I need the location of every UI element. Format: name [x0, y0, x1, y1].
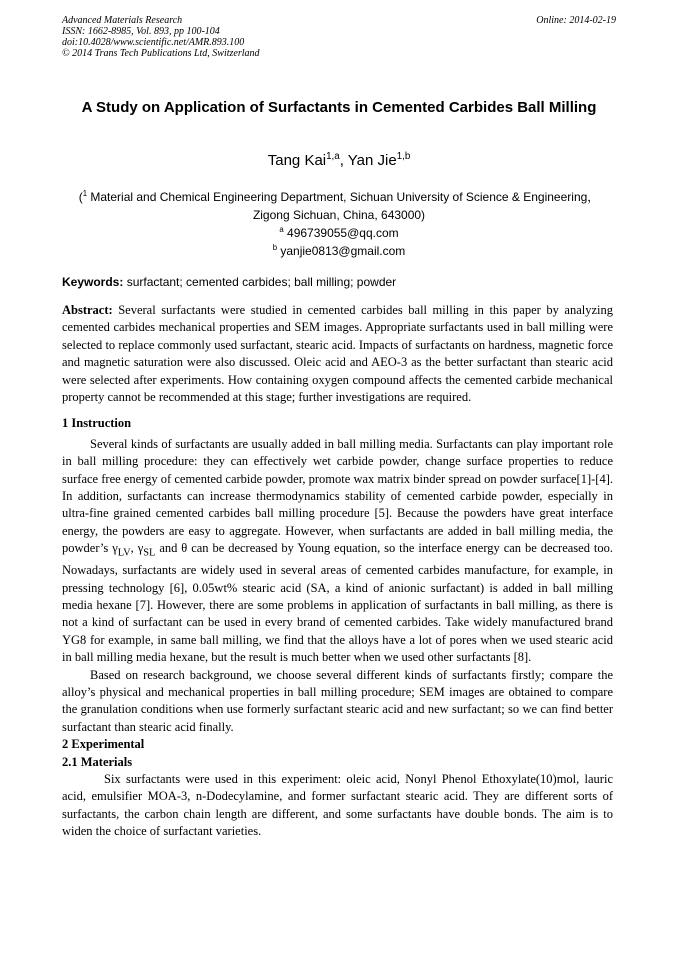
- paragraph-text: and θ can be decreased by Young equation, so the interface energy can be decreased too. Nowadays, surfactants are widely used in several areas of cemented carbides manufacture, for example, in pressing technology [6], 0.05wt% stearic acid (SA, a kind of anionic surfactant) is added in ball milling media hexane [7]. However, there are some problems in application of surfactants in ball milling, as there is not a kind of surfactant can be used in every brand of cemented carbides. Take widely manufactured brand YG8 for example, in same ball milling, we find that the alloys have a lot of pores when we used stearic acid in ball milling media hexane, but the result is much better when we used other surfactants [8].: [62, 541, 613, 665]
- author-superscript: 1,a: [326, 151, 340, 162]
- email-address: yanjie0813@gmail.com: [277, 244, 406, 258]
- author-separator: ,: [339, 152, 348, 169]
- copyright-line: © 2014 Trans Tech Publications Ltd, Switzerland: [62, 48, 260, 59]
- subscript: LV: [117, 547, 131, 559]
- abstract: [62, 302, 613, 406]
- body-paragraph: Six surfactants were used in this experiment: oleic acid, Nonyl Phenol Ethoxylate(10)mol, lauric acid, emulsifier MOA-3, n-Dodecylamine, and former surfactant stearic acid. They are different sorts of surfactants, the carbon chain length are different, and some surfactants have double bonds. The aim is to widen the choice of surfactant varieties.: [62, 772, 613, 839]
- paragraph-text: Several kinds of surfactants are usually added in ball milling media. Surfactants can play important role in ball milling procedure: they can effectively wet carbide powder, change surface properties to reduce surface free energy of cemented carbide powder, promote wax matrix binder spread on powder surface[1]-[4]. In addition, surfactants can increase thermodynamics stability of cemented carbide powder, especially in ultra-fine grained cemented carbides ball milling procedure [5]. Because the powders have great interface energy, the powders are easy to aggregate. However, when surfactants are added in ball milling media, the powder’s γ: [62, 436, 613, 556]
- affiliation-block: [62, 188, 616, 260]
- keywords-label: Keywords:: [62, 275, 124, 289]
- email-a: [62, 224, 616, 242]
- email-superscript: a: [279, 225, 284, 234]
- email-superscript: b: [272, 243, 278, 252]
- affiliation-text: Material and Chemical Engineering Department, Sichuan University of Science & Engineering，: [87, 190, 600, 204]
- affiliation-address: Zigong Sichuan, China, 643000): [252, 208, 426, 222]
- journal-header: [62, 15, 616, 59]
- author-name: Tang Kai: [267, 152, 327, 169]
- keywords: [62, 274, 616, 290]
- abstract-label: Abstract:: [62, 303, 113, 317]
- journal-name: Advanced Materials Research: [62, 15, 183, 26]
- author-line: [62, 152, 616, 170]
- subscript: SL: [143, 547, 156, 559]
- online-date: Online: 2014-02-19: [536, 15, 616, 26]
- affiliation-paren: (: [78, 190, 83, 204]
- subsection-heading: 2.1 Materials: [62, 754, 133, 769]
- abstract-text: Several surfactants were studied in cemented carbides ball milling in this paper by analyzing cemented carbides mechanical properties and SEM images. Appropriate surfactants used in ball milling were selected to replace commonly used surfactant, stearic acid. Impacts of surfactants on hardness, magnetic force and magnetic saturation were also discussed. Oleic acid and AEO-3 as the better surfactant than stearic acid were selected after experiments. How containing oxygen compound affects the cemented carbide mechanical property cannot be recommended at this stage; further investigations are required.: [62, 303, 613, 405]
- email-address: 496739055@qq.com: [283, 226, 399, 240]
- body-paragraph: [62, 436, 613, 667]
- keywords-text: surfactant; cemented carbides; ball milling; powder: [123, 275, 397, 289]
- paragraph-text: , γ: [130, 541, 144, 556]
- issn-line: ISSN: 1662-8985, Vol. 893, pp 100-104: [62, 26, 220, 37]
- author-name: Yan Jie: [347, 152, 397, 169]
- affiliation-superscript: 1: [82, 189, 88, 198]
- section-heading: 1 Instruction: [62, 416, 132, 431]
- email-b: [62, 242, 616, 260]
- affiliation-line: [62, 188, 616, 206]
- paper-body: [62, 302, 613, 841]
- body-paragraph: Based on research background, we choose several different kinds of surfactants firstly; compare the alloy’s physical and mechanical properties in ball milling procedure; SEM images are obtained to compare the granulation conditions when use formerly surfactant stearic acid and new surfactant; so we can find better surfactant than stearic acid finally.: [62, 667, 613, 734]
- section-heading: 2 Experimental: [62, 737, 145, 752]
- doi-line: doi:10.4028/www.scientific.net/AMR.893.100: [62, 37, 245, 48]
- paper-title: A Study on Application of Surfactants in Cemented Carbides Ball Milling: [81, 99, 597, 116]
- author-superscript: 1,b: [396, 151, 411, 162]
